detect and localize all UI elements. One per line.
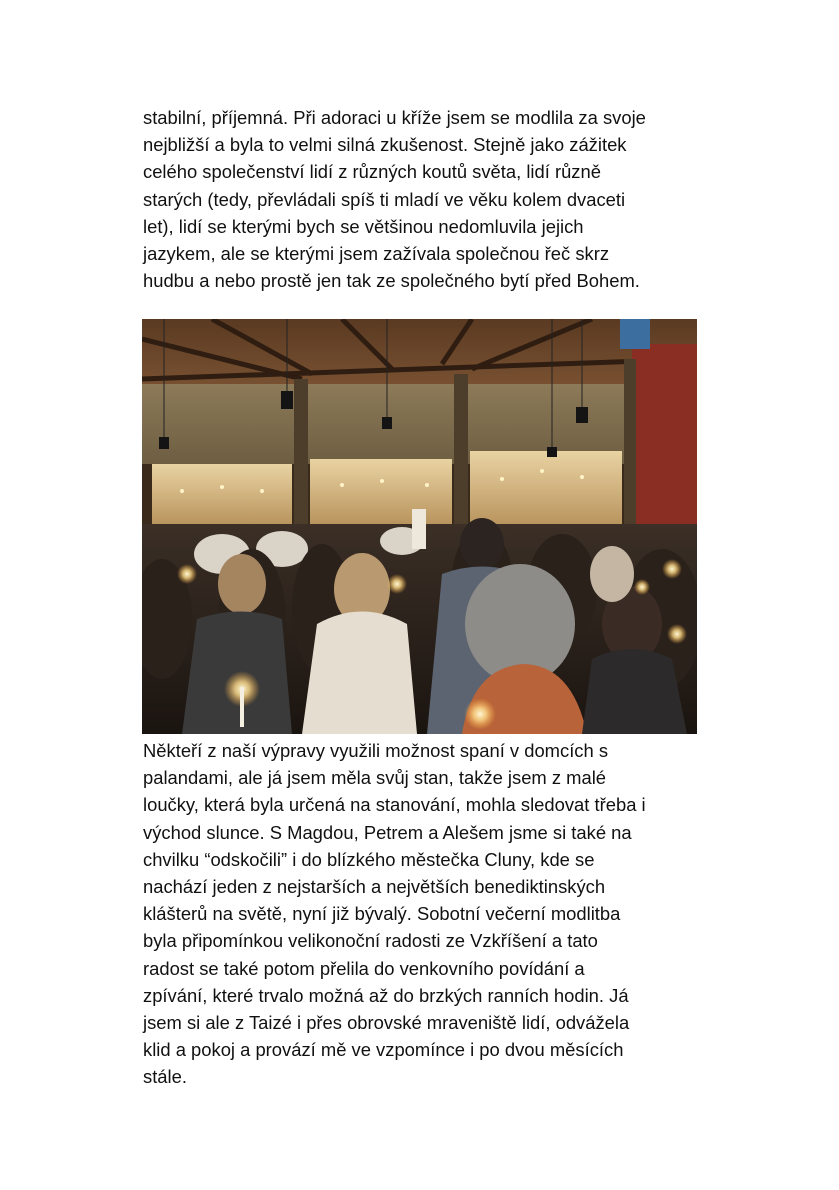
text-line: klášterů na světě, nyní již bývalý. Sobotní večerní modlitba xyxy=(143,903,621,925)
text-line: Někteří z naší výpravy využili možnost spaní v domcích s xyxy=(143,740,609,761)
text-line: byla připomínkou velikonoční radosti ze Vzkříšení a tato xyxy=(143,930,598,952)
paragraph-1 xyxy=(143,104,703,294)
text-line: radost se také potom přelila do venkovního povídání a xyxy=(143,957,585,979)
church-candlelight-photo xyxy=(142,319,697,734)
text-line: palandami, ale já jsem měla svůj stan, takže jsem z malé xyxy=(143,767,607,789)
text-line: východ slunce. S Magdou, Petrem a Alešem jsme si také na xyxy=(143,821,632,843)
text-line: celého společenství lidí z různých koutů světa, lidí různě xyxy=(143,161,601,183)
text-line: zpívání, které trvalo možná až do brzkých ranních hodin. Já xyxy=(143,984,629,1006)
text-line: chvilku “odskočili” i do blízkého městečka Cluny, kde se xyxy=(143,848,595,870)
text-line: starých (tedy, převládali spíš ti mladí ve věku kolem dvaceti xyxy=(143,188,626,210)
text-line: stabilní, příjemná. Při adoraci u kříže jsem se modlila za svoje xyxy=(143,107,646,128)
text-line: jsem si ale z Taizé i přes obrovské mraveniště lidí, odvážela xyxy=(143,1012,630,1034)
text-line: loučky, která byla určená na stanování, mohla sledovat třeba i xyxy=(143,794,646,816)
text-line: nejbližší a byla to velmi silná zkušenost. Stejně jako zážitek xyxy=(143,134,627,156)
text-line: klid a pokoj a provází mě ve vzpomínce i po dvou měsících xyxy=(143,1039,624,1061)
text-line: nachází jeden z nejstarších a největších benediktinských xyxy=(143,876,606,898)
text-line: hudbu a nebo prostě jen tak ze společného bytí před Bohem. xyxy=(143,270,640,292)
text-line: let), lidí se kterými bych se většinou nedomluvila jejich xyxy=(143,215,584,237)
text-line: stále. xyxy=(143,1066,187,1088)
text-line: jazykem, ale se kterými jsem zažívala společnou řeč skrz xyxy=(143,243,610,265)
paragraph-2 xyxy=(143,737,703,1091)
